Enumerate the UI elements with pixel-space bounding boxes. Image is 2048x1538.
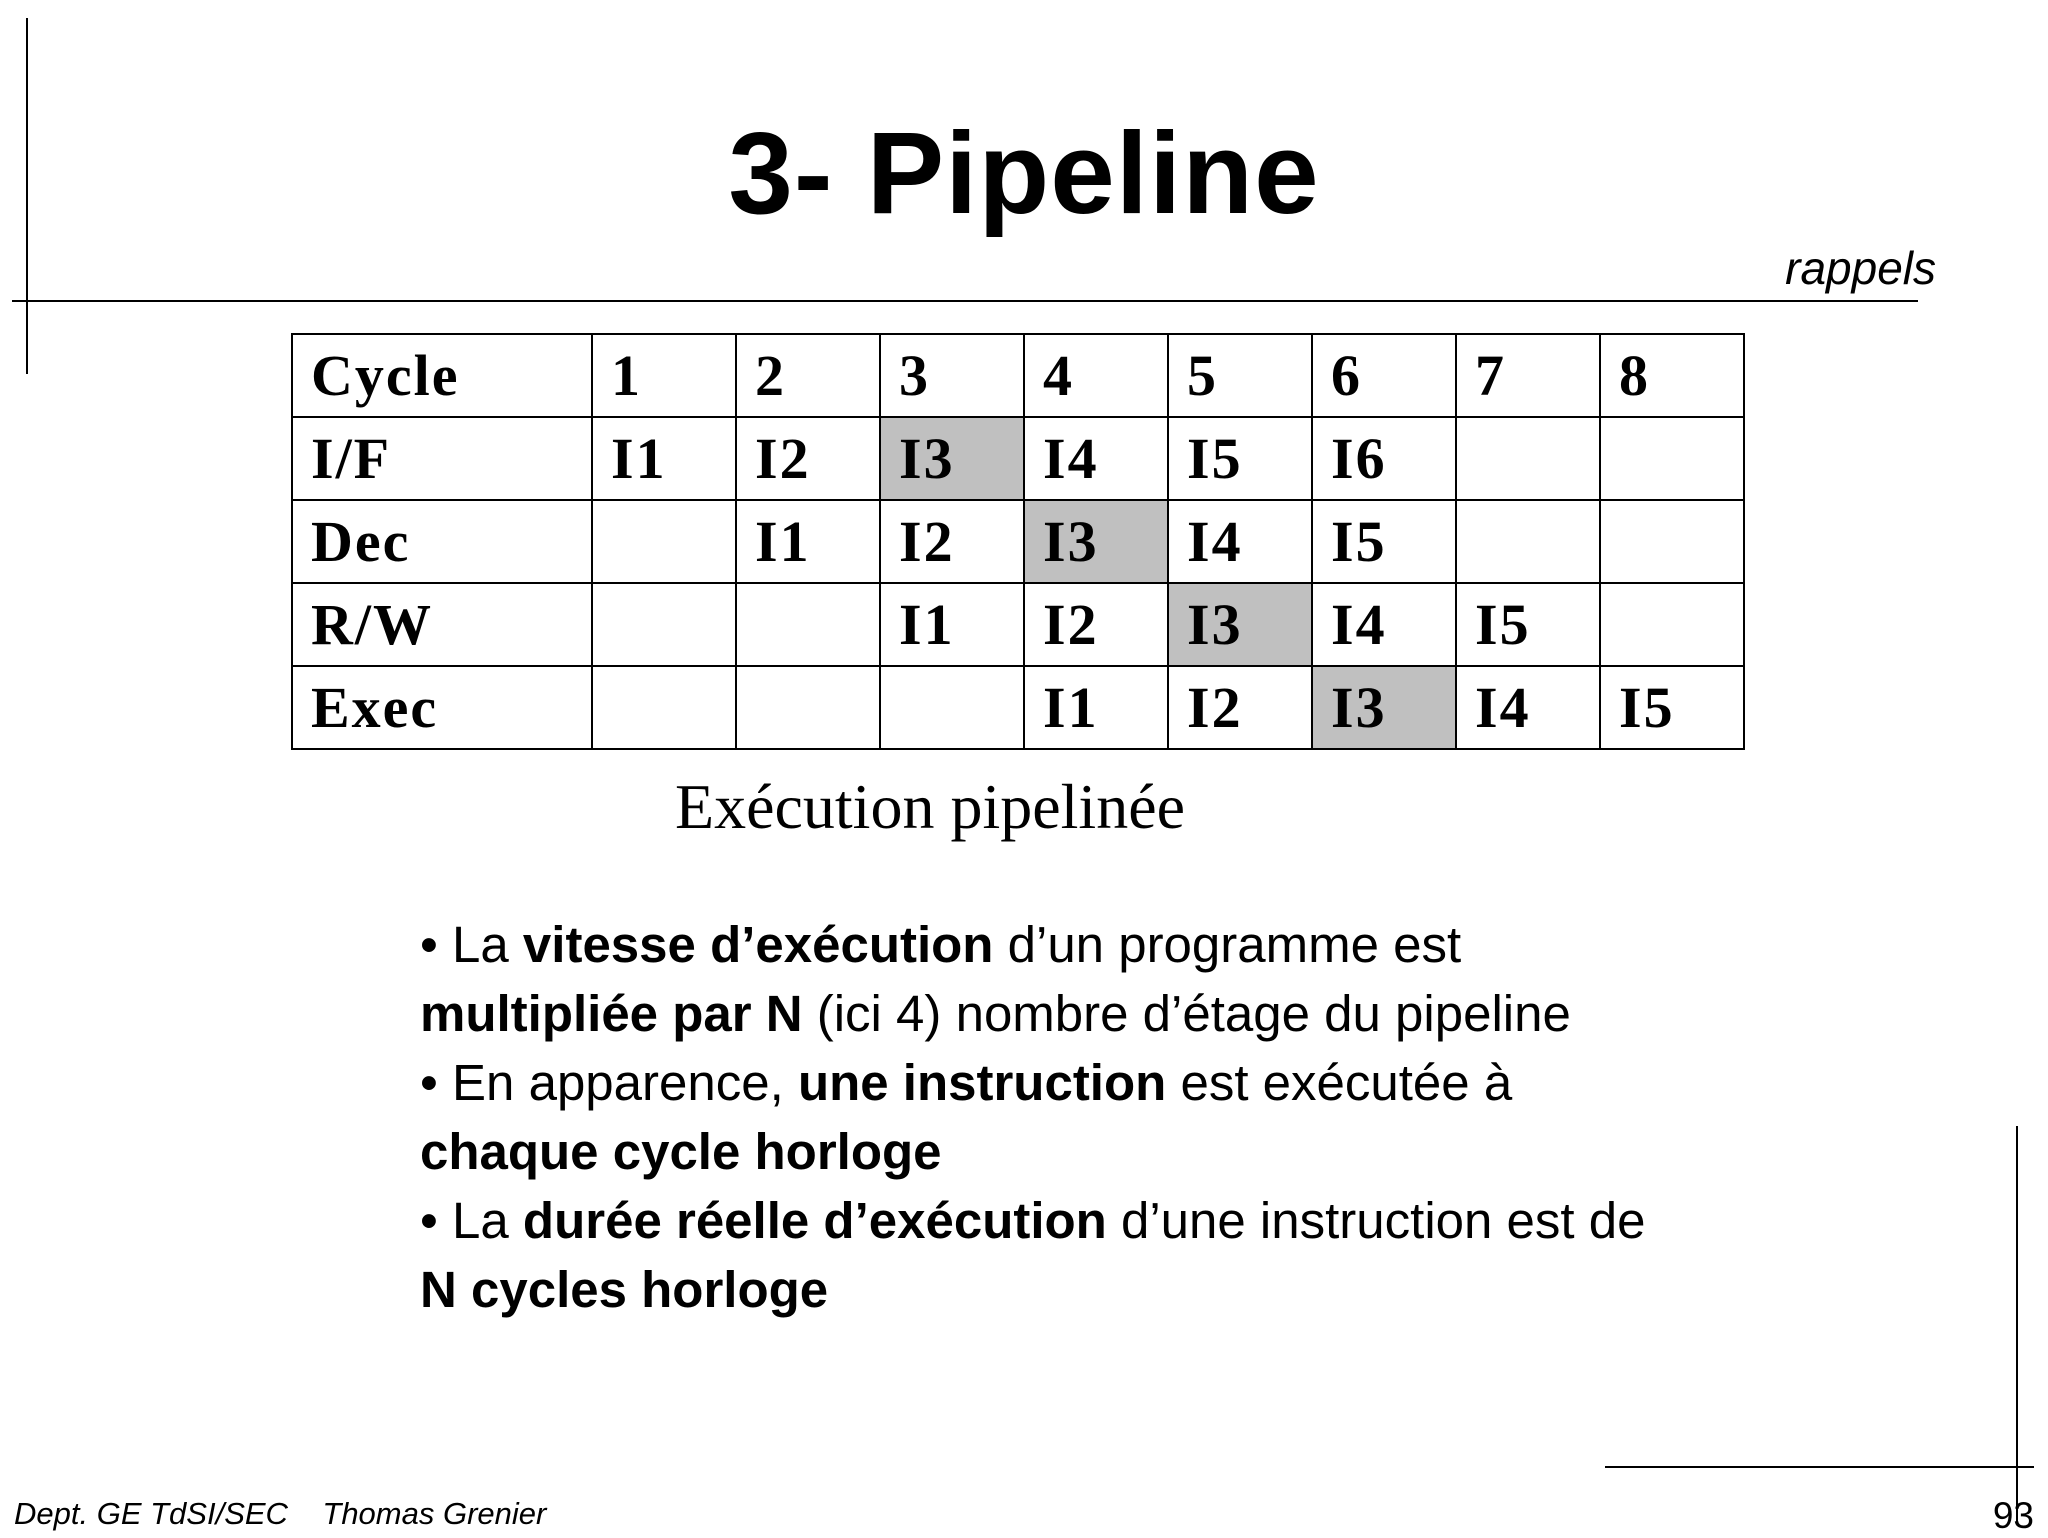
stage-label: Dec	[292, 500, 592, 583]
table-caption: Exécution pipelinée	[674, 771, 1186, 842]
table-cell	[592, 583, 736, 666]
table-cell	[1600, 583, 1744, 666]
frame-horizontal-top	[12, 300, 1918, 302]
bullet-text: d’un programme est	[993, 916, 1462, 973]
stage-label: R/W	[292, 583, 592, 666]
table-cell: I4	[1024, 417, 1168, 500]
bullet-text: (ici 4) nombre d’étage du pipeline	[802, 985, 1571, 1042]
table-cell	[1600, 417, 1744, 500]
frame-vertical-bottom-right	[2016, 1126, 2018, 1524]
stage-label: I/F	[292, 417, 592, 500]
table-cell: I5	[1600, 666, 1744, 749]
bullet-emphasis: vitesse d’exécution	[522, 916, 994, 973]
bullet-emphasis: durée réelle d’exécution	[522, 1192, 1107, 1249]
bullet-item	[420, 910, 1680, 1048]
table-cell	[736, 583, 880, 666]
highlighted-cell: I3	[880, 417, 1024, 500]
table-cell: I1	[880, 583, 1024, 666]
table-cell: I2	[880, 500, 1024, 583]
table-cell: I1	[1024, 666, 1168, 749]
table-cell	[1600, 500, 1744, 583]
table-cell: I5	[1168, 417, 1312, 500]
bullet-item	[420, 1186, 1680, 1324]
bullet-text: • La	[420, 1192, 523, 1249]
table-cell: I2	[736, 417, 880, 500]
header-cell-7: 7	[1456, 334, 1600, 417]
table-cell: I4	[1168, 500, 1312, 583]
table-row	[292, 417, 1744, 500]
pipeline-table	[291, 333, 1745, 750]
bullet-text: est exécutée à	[1166, 1054, 1513, 1111]
header-cell-cycle: Cycle	[292, 334, 592, 417]
table-cell	[736, 666, 880, 749]
slide-subtitle: rappels	[1785, 242, 1936, 294]
bullet-text: • En apparence,	[420, 1054, 798, 1111]
table-cell: I4	[1456, 666, 1600, 749]
page-number: 93	[1992, 1495, 2034, 1536]
table-header-row	[292, 334, 1744, 417]
table-cell: I2	[1168, 666, 1312, 749]
highlighted-cell: I3	[1312, 666, 1456, 749]
table-row	[292, 666, 1744, 749]
header-cell-1: 1	[592, 334, 736, 417]
header-cell-3: 3	[880, 334, 1024, 417]
table-cell: I2	[1024, 583, 1168, 666]
frame-horizontal-bottom	[1605, 1466, 2034, 1468]
bullet-emphasis: chaque cycle horloge	[420, 1123, 942, 1180]
table-cell: I6	[1312, 417, 1456, 500]
slide-title: 3- Pipeline	[728, 108, 1320, 238]
table-cell: I4	[1312, 583, 1456, 666]
table-row	[292, 500, 1744, 583]
table-cell	[1456, 417, 1600, 500]
table-cell: I1	[736, 500, 880, 583]
header-cell-8: 8	[1600, 334, 1744, 417]
bullet-emphasis: multipliée par N	[420, 985, 803, 1042]
bullet-list	[420, 910, 1680, 1324]
table-row	[292, 583, 1744, 666]
bullet-item	[420, 1048, 1680, 1186]
bullet-emphasis: une instruction	[797, 1054, 1167, 1111]
header-cell-4: 4	[1024, 334, 1168, 417]
bullet-emphasis: N cycles horloge	[420, 1261, 829, 1318]
table-cell	[1456, 500, 1600, 583]
header-cell-2: 2	[736, 334, 880, 417]
stage-label: Exec	[292, 666, 592, 749]
header-cell-5: 5	[1168, 334, 1312, 417]
table-cell	[880, 666, 1024, 749]
header-cell-6: 6	[1312, 334, 1456, 417]
table-cell	[592, 666, 736, 749]
table-cell: I5	[1456, 583, 1600, 666]
table-cell	[592, 500, 736, 583]
table-cell: I5	[1312, 500, 1456, 583]
table-cell: I1	[592, 417, 736, 500]
highlighted-cell: I3	[1168, 583, 1312, 666]
bullet-text: d’une instruction est de	[1106, 1192, 1646, 1249]
bullet-text: • La	[420, 916, 523, 973]
highlighted-cell: I3	[1024, 500, 1168, 583]
footer-author: Dept. GE TdSI/SEC Thomas Grenier	[14, 1496, 547, 1531]
